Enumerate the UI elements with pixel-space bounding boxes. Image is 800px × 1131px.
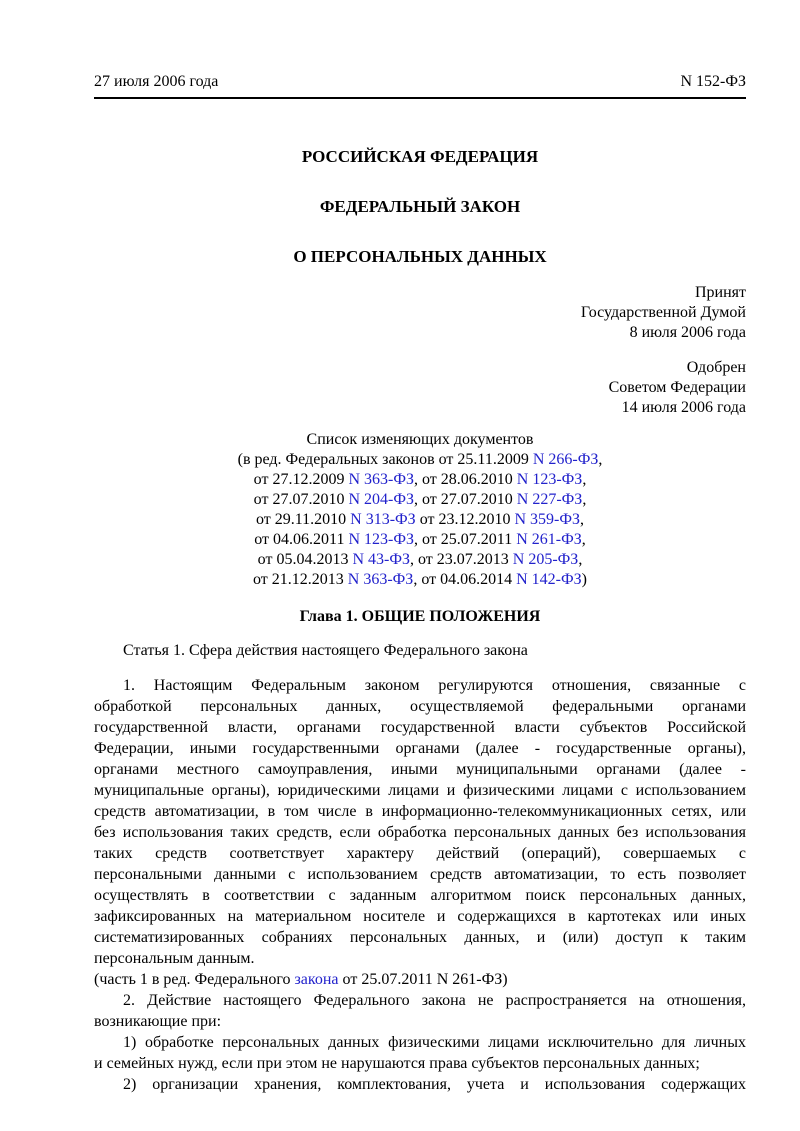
text-span: от 27.12.2009 <box>253 471 349 488</box>
body-line <box>94 759 746 780</box>
law-link[interactable]: N 123-ФЗ <box>348 531 414 548</box>
text-span: , от 23.07.2013 <box>410 551 513 568</box>
text-span: обработкой персональных данных, осуществляемой федеральными органами <box>94 698 746 715</box>
body-line <box>94 1074 746 1095</box>
header-rule <box>94 97 746 99</box>
page-header <box>94 72 746 92</box>
document-content <box>94 72 746 1095</box>
law-link[interactable]: закона <box>294 971 339 988</box>
amendment-line <box>94 510 746 530</box>
approved-line: 14 июля 2006 года <box>621 399 746 416</box>
body-line <box>94 843 746 864</box>
text-span: зафиксированных на материальном носителе и содержащихся в картотеках или иных <box>94 908 746 925</box>
body-line <box>94 1011 746 1032</box>
text-span: органами местного самоуправления, иными муниципальными органами (далее - <box>94 761 746 778</box>
text-span: персональным данным. <box>94 950 255 967</box>
text-span: от 05.04.2013 <box>257 551 353 568</box>
amendments-block <box>94 430 746 590</box>
country-title: РОССИЙСКАЯ ФЕДЕРАЦИЯ <box>301 147 539 166</box>
text-span: , <box>580 511 585 528</box>
amendment-line <box>94 570 746 590</box>
law-link[interactable]: N 313-ФЗ <box>350 511 416 528</box>
text-span: без использования таких средств, если обработка персональных данных без использования <box>94 824 746 841</box>
body-line <box>94 675 746 696</box>
adopted-line: Принят <box>694 284 746 301</box>
law-link[interactable]: N 123-ФЗ <box>516 471 583 488</box>
text-span: от 27.07.2010 <box>253 491 349 508</box>
amendments-title: Список изменяющих документов <box>306 431 534 448</box>
body-line <box>94 801 746 822</box>
body-line <box>94 864 746 885</box>
amendment-line <box>94 530 746 550</box>
text-span: от 21.12.2013 <box>253 571 348 588</box>
amendment-line <box>94 550 746 570</box>
text-span: и семейных нужд, если при этом не нарушаются права субъектов персональных данных; <box>94 1055 700 1072</box>
amendments-lines <box>94 450 746 590</box>
law-link[interactable]: N 205-ФЗ <box>512 551 579 568</box>
chapter-heading: Глава 1. ОБЩИЕ ПОЛОЖЕНИЯ <box>299 608 541 625</box>
text-span: , от 25.07.2011 <box>414 531 517 548</box>
body-line <box>94 1032 746 1053</box>
text-span: 1) обработке персональных данных физическими лицами исключительно для личных <box>123 1034 746 1051</box>
law-link[interactable]: N 363-ФЗ <box>348 471 414 488</box>
approved-block <box>94 358 746 418</box>
body-line <box>94 927 746 948</box>
body-line <box>94 717 746 738</box>
law-type-title: ФЕДЕРАЛЬНЫЙ ЗАКОН <box>319 197 521 216</box>
body-line <box>94 1053 746 1074</box>
law-link[interactable]: N 266-ФЗ <box>532 451 599 468</box>
text-span: (в ред. Федеральных законов от 25.11.2009 <box>237 451 533 468</box>
text-span: от 29.11.2010 <box>255 511 351 528</box>
text-span: , <box>578 551 583 568</box>
text-span: осуществлять в соответствии с заданным алгоритмом поиск персональных данных, <box>94 887 746 904</box>
text-span: от 25.07.2011 N 261-ФЗ) <box>338 971 508 988</box>
law-link[interactable]: N 204-ФЗ <box>348 491 414 508</box>
law-link[interactable]: N 43-ФЗ <box>352 551 410 568</box>
body-line <box>94 948 746 969</box>
body-line <box>94 780 746 801</box>
law-link[interactable]: N 363-ФЗ <box>347 571 414 588</box>
document-number: N 152-ФЗ <box>680 73 746 90</box>
body-line <box>94 885 746 906</box>
document-date: 27 июля 2006 года <box>94 73 219 90</box>
text-span: (часть 1 в ред. Федерального <box>94 971 295 988</box>
amendment-line <box>94 470 746 490</box>
text-span: от 04.06.2011 <box>254 531 349 548</box>
text-span: государственной власти, органами государственной власти субъектов Российской <box>94 719 746 736</box>
adopted-line: Государственной Думой <box>580 304 746 321</box>
body-line <box>94 696 746 717</box>
text-span: , <box>581 531 586 548</box>
law-subject-title: О ПЕРСОНАЛЬНЫХ ДАННЫХ <box>293 247 547 266</box>
adopted-block <box>94 283 746 343</box>
text-span: , <box>582 491 587 508</box>
body-line <box>94 906 746 927</box>
approved-line: Советом Федерации <box>608 379 746 396</box>
text-span: , от 28.06.2010 <box>414 471 517 488</box>
article-body <box>94 675 746 1095</box>
approved-line: Одобрен <box>686 359 746 376</box>
text-span: , <box>598 451 603 468</box>
article-heading: Статья 1. Сфера действия настоящего Федерального закона <box>123 642 528 659</box>
text-span: , <box>582 471 587 488</box>
law-link[interactable]: N 227-ФЗ <box>516 491 583 508</box>
text-span: муниципальные органы), юридическими лицами и физическими лицами с использованием <box>94 782 746 799</box>
text-span: от 23.12.2010 <box>415 511 515 528</box>
amendment-line <box>94 450 746 470</box>
law-link[interactable]: N 359-ФЗ <box>514 511 581 528</box>
text-span: систематизированных собраниях персональных данных, и (или) доступ к таким <box>94 929 746 946</box>
text-span: 2. Действие настоящего Федерального закона не распространяется на отношения, <box>123 992 746 1009</box>
text-span: таких средств соответствует характеру действий (операций), совершаемых с <box>94 845 746 862</box>
text-span: ) <box>581 571 587 588</box>
body-line <box>94 738 746 759</box>
text-span: 2) организации хранения, комплектования, учета и использования содержащих <box>123 1076 746 1093</box>
title-block <box>94 146 746 268</box>
text-span: Федерации, иными государственными органами (далее - государственные органы), <box>94 740 746 757</box>
body-line <box>94 969 746 990</box>
text-span: , от 04.06.2014 <box>413 571 517 588</box>
text-span: возникающие при: <box>94 1013 222 1030</box>
adopted-line: 8 июля 2006 года <box>629 324 746 341</box>
body-line <box>94 990 746 1011</box>
body-line <box>94 822 746 843</box>
law-link[interactable]: N 142-ФЗ <box>516 571 582 588</box>
text-span: 1. Настоящим Федеральным законом регулируются отношения, связанные с <box>123 677 746 694</box>
amendment-line <box>94 490 746 510</box>
text-span: , от 27.07.2010 <box>414 491 517 508</box>
text-span: средств автоматизации, в том числе в информационно-телекоммуникационных сетях, или <box>94 803 746 820</box>
law-link[interactable]: N 261-ФЗ <box>516 531 582 548</box>
text-span: персональными данными с использованием средств автоматизации, то есть позволяет <box>94 866 746 883</box>
